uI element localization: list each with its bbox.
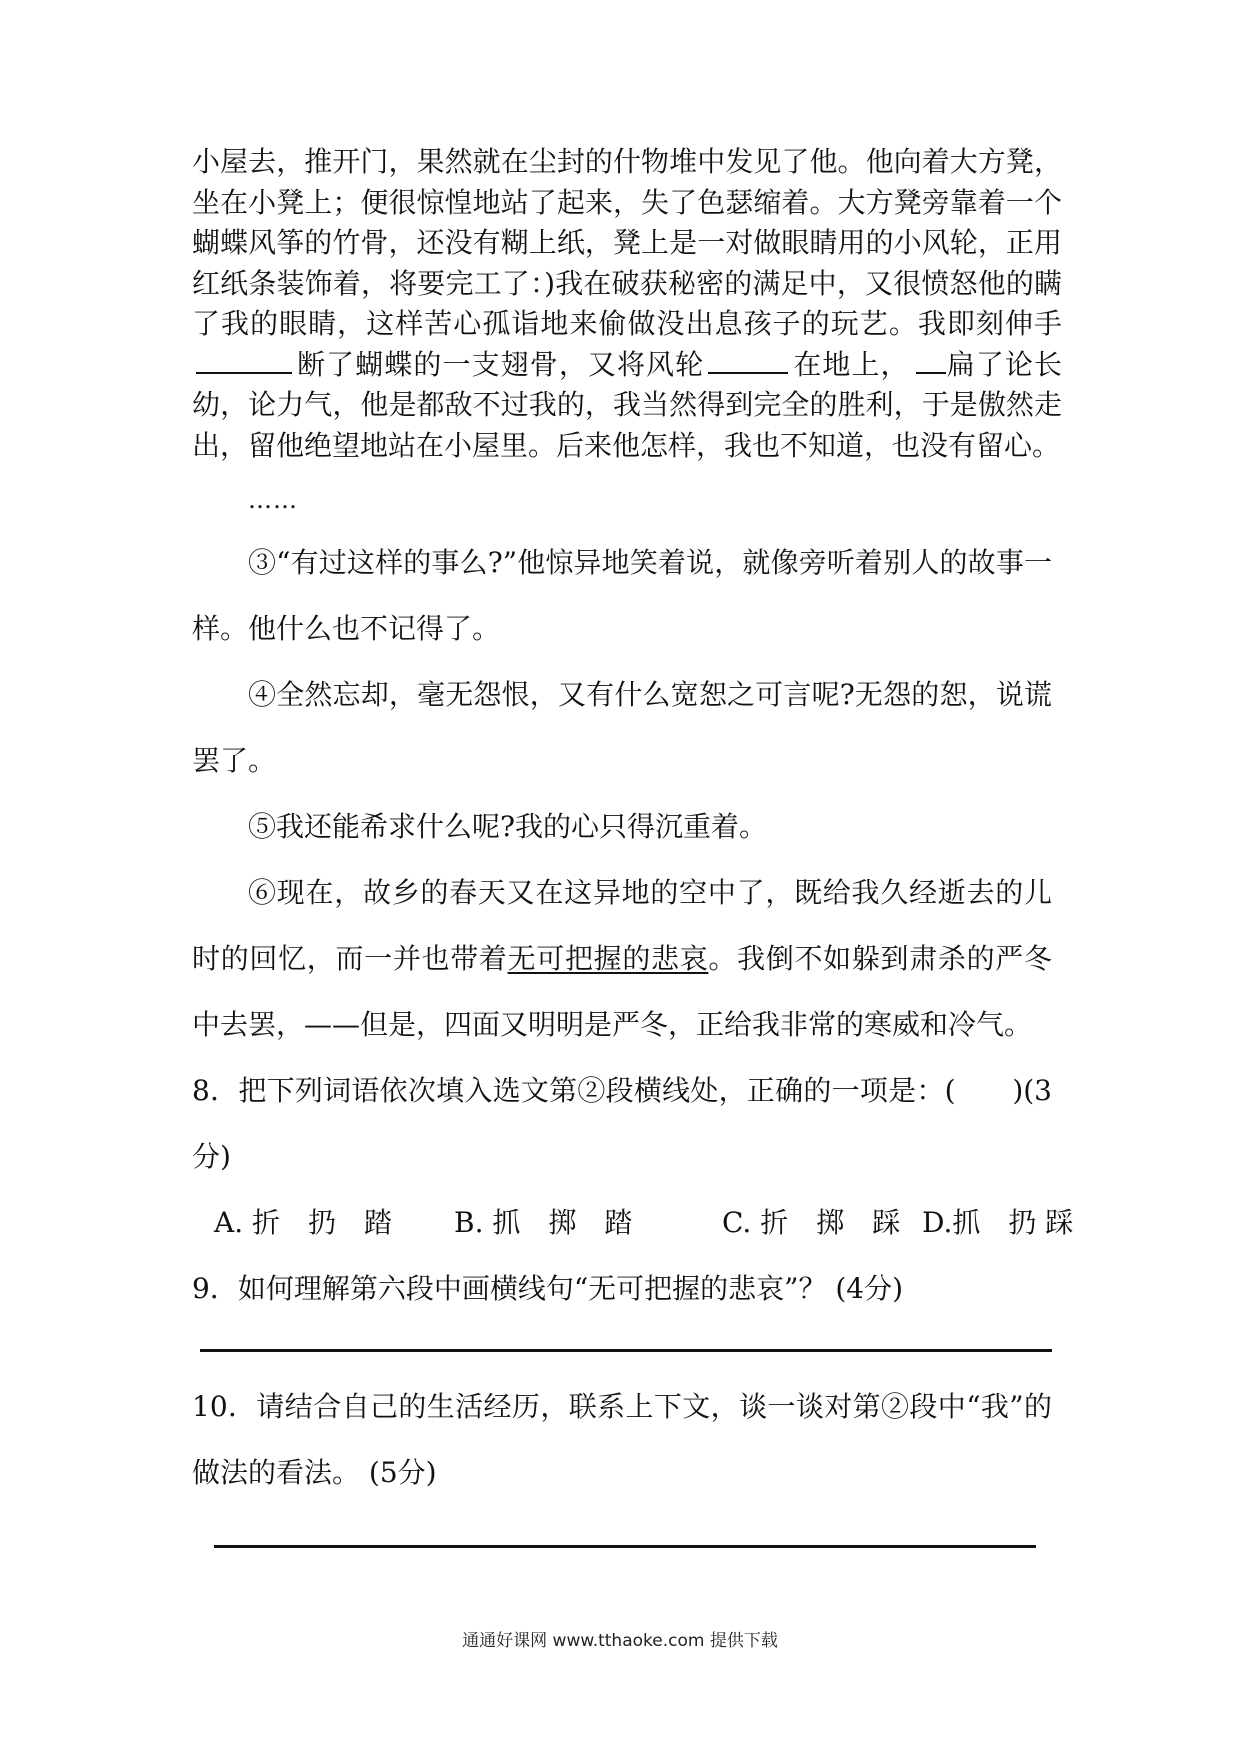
option-c: C. 折 掷 踩 — [722, 1206, 901, 1239]
passage-text: 扁了论长幼，论力气，他是都敌不过我的，我当然得到完全的胜利，于是傲然走出，留他绝望地站在小屋里。后来他怎样，我也不知道，也没有留心。 — [192, 347, 1062, 462]
passage-paragraph-3: ③“有过这样的事么?”他惊异地笑着说，就像旁听着别人的故事一样。他什么也不记得了。 — [192, 546, 1052, 645]
option-d: D.抓 扔 踩 — [922, 1206, 1074, 1239]
question-8-options — [214, 1190, 1074, 1256]
fill-blank-3 — [916, 371, 946, 374]
question-8: 8．把下列词语依次填入选文第②段横线处，正确的一项是：( )(3分) — [192, 1074, 1052, 1173]
question-9: 9．如何理解第六段中画横线句“无可把握的悲哀”？ (4分) — [192, 1272, 904, 1305]
passage-paragraph-2 — [192, 142, 1062, 466]
option-b: B. 抓 掷 踏 — [454, 1206, 633, 1239]
passage-text: 断了蝴蝶的一支翅骨，又将风轮 — [296, 347, 705, 381]
answer-line-10 — [214, 1545, 1036, 1548]
option-a: A. 折 扔 踏 — [214, 1206, 393, 1239]
passage-paragraph-6 — [192, 860, 1052, 1058]
passage-text: 小屋去，推开门，果然就在尘封的什物堆中发见了他。他向着大方凳，坐在小凳上；便很惊惶地站了起来，失了色瑟缩着。大方凳旁靠着一个蝴蝶风筝的竹骨，还没有糊上纸，凳上是一对做眼睛用的小风轮，正用红纸条装饰着，将要完工了：)我在破获秘密的满足中，又很愤怒他的瞒了我的眼睛，这样苦心孤诣地来偷做没出息孩子的玩艺。我即刻伸手 — [192, 145, 1062, 340]
passage-text: 。我倒不如躲到肃杀的严冬中去罢，——但是，四面又明明是严冬，正给我非常的寒威和冷气。 — [192, 942, 1052, 1041]
footer-watermark: 通通好课网 www.tthaoke.com 提供下载 — [462, 1631, 778, 1651]
fill-blank-2 — [708, 371, 788, 374]
passage-paragraph-5: ⑤我还能希求什么呢?我的心只得沉重着。 — [248, 810, 768, 843]
passage-text: 在地上， — [792, 347, 910, 381]
ellipsis: …… — [248, 486, 298, 514]
passage-paragraph-4: ④全然忘却，毫无怨恨，又有什么宽恕之可言呢?无怨的恕，说谎罢了。 — [192, 678, 1052, 777]
underlined-phrase: 无可把握的悲哀 — [507, 942, 709, 975]
question-10: 10．请结合自己的生活经历，联系上下文，谈一谈对第②段中“我”的做法的看法。 (5分) — [192, 1390, 1052, 1489]
answer-line-9 — [200, 1349, 1052, 1352]
passage-text: ⑥现在，故乡的春天又在这异地的空中了，既给我久经逝去的儿时的回忆，而一并也带着 — [192, 876, 1052, 975]
fill-blank-1 — [196, 371, 292, 374]
